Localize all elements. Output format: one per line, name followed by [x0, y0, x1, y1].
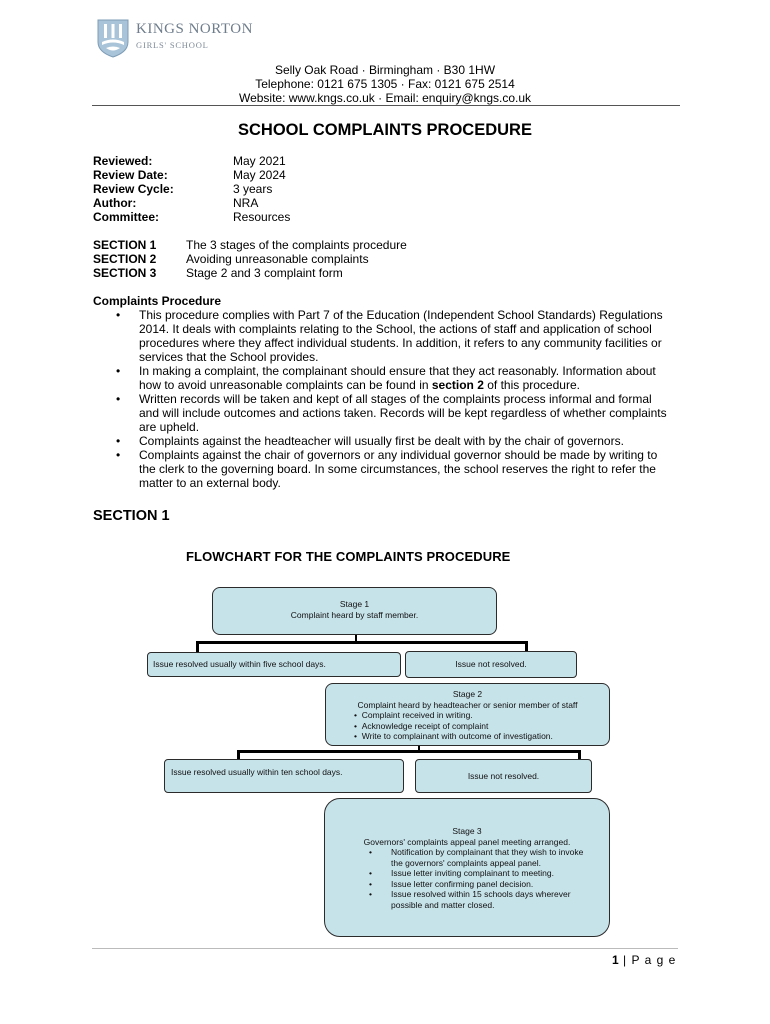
procedure-bullets: [114, 308, 674, 490]
stage-1-text: Complaint heard by staff member.: [290, 609, 419, 620]
section-row: [93, 252, 407, 266]
meta-key: Author:: [93, 196, 137, 210]
list-item: • Issue letter inviting complainant to meeting.: [369, 868, 555, 878]
stage-2-item: Write to complainant with outcome of investigation.: [361, 731, 553, 741]
bullet-text: In making a complaint, the complainant should ensure that they act reasonably. Information about how to avoid unreasonable complaints can be found in: [139, 364, 656, 392]
bullet-bold-ref: section 2: [431, 378, 484, 392]
meta-key: Review Date:: [93, 168, 168, 182]
section-key: SECTION 2: [93, 252, 157, 266]
meta-row: [93, 182, 290, 196]
stage-3-text: Governors' complaints appeal panel meeting arranged.: [363, 836, 571, 847]
section-row: [93, 266, 407, 280]
sections-list: [93, 238, 407, 280]
resolved-1-text: Issue resolved usually within five school days.: [153, 659, 326, 669]
resolved-2-box: [164, 759, 404, 793]
document-title: SCHOOL COMPLAINTS PROCEDURE: [238, 121, 532, 139]
resolved-2-text: Issue resolved usually within ten school days.: [171, 767, 343, 777]
stage-1-box: [212, 587, 497, 635]
page-number: 1: [612, 953, 619, 967]
list-item: • Notification by complainant that they wish to invoke the governors' complaints appeal panel.: [369, 847, 584, 868]
stage-1-title: Stage 1: [339, 599, 370, 609]
stage-3-item: Issue letter confirming panel decision.: [391, 878, 534, 889]
section-key: SECTION 3: [93, 266, 157, 280]
not-resolved-2-text: Issue not resolved.: [467, 771, 540, 781]
section-key: SECTION 1: [93, 238, 157, 252]
bullet-tail: of this procedure.: [483, 378, 580, 392]
procedure-heading: Complaints Procedure: [93, 294, 222, 308]
section-row: [93, 238, 407, 252]
meta-row: [93, 210, 290, 224]
meta-key: Review Cycle:: [93, 182, 174, 196]
list-item: • Complaint received in writing.: [354, 710, 473, 720]
header-divider: [92, 105, 680, 106]
connector-line: [196, 641, 527, 644]
stage-2-item: Acknowledge receipt of complaint: [361, 720, 489, 731]
not-resolved-1-text: Issue not resolved.: [455, 659, 527, 669]
list-item: • This procedure complies with Part 7 of the Education (Independent School Standards) Regulations 2014. It deals with complaints relating to the School, the actions of staff and application of school procedures where they affect individual students. In addition, it refers to any community facilities or services that the School provides.: [114, 308, 674, 364]
meta-key: Reviewed:: [93, 154, 153, 168]
connector-line: [196, 641, 199, 652]
meta-row: [93, 196, 290, 210]
not-resolved-1-box: [405, 651, 577, 678]
page-label: | P a g e: [623, 953, 677, 967]
resolved-1-box: [147, 652, 401, 677]
document-meta: [93, 154, 290, 224]
section-desc: The 3 stages of the complaints procedure: [186, 238, 407, 252]
list-item: • Issue letter confirming panel decision.: [369, 878, 534, 889]
stage-2-item: Complaint received in writing.: [361, 710, 473, 720]
meta-value: NRA: [233, 196, 259, 210]
phone-fax-line: Telephone: 0121 675 1305 · Fax: 0121 675 2514: [255, 77, 515, 91]
footer-divider: [92, 948, 678, 949]
list-item: • Complaints against the chair of governors or any individual governor should be made by writing to the clerk to the governing board. In some circumstances, the school reserves the right to refer the matter to an external body.: [114, 448, 674, 490]
stage-3-box: [324, 798, 610, 937]
stage-2-text: Complaint heard by headteacher or senior member of staff: [357, 699, 578, 710]
stage-2-list: [326, 710, 609, 742]
list-item: • Issue resolved within 15 schools days wherever possible and matter closed.: [369, 889, 571, 910]
logo-school-subtitle: GIRLS' SCHOOL: [136, 40, 209, 50]
school-crest-icon: [96, 18, 130, 58]
stage-3-title: Stage 3: [452, 826, 482, 836]
meta-value: Resources: [233, 210, 291, 224]
not-resolved-2-box: [415, 759, 592, 793]
list-item: [114, 364, 674, 392]
meta-value: 3 years: [233, 182, 273, 196]
section-desc: Stage 2 and 3 complaint form: [186, 266, 343, 280]
section-1-heading: SECTION 1: [93, 508, 170, 524]
school-logo: [96, 16, 256, 62]
flowchart-title: FLOWCHART FOR THE COMPLAINTS PROCEDURE: [186, 549, 511, 564]
list-item: • Written records will be taken and kept of all stages of the complaints process informal and formal and will include outcomes and actions taken. Records will be kept regardless of whether complaints are upheld.: [114, 392, 674, 434]
stage-2-box: [325, 683, 610, 746]
web-email-line: Website: www.kngs.co.uk · Email: enquiry@kngs.co.uk: [238, 91, 532, 105]
logo-school-name: KINGS NORTON: [136, 21, 253, 37]
section-desc: Avoiding unreasonable complaints: [186, 252, 369, 266]
meta-value: May 2021: [233, 154, 286, 168]
meta-value: May 2024: [233, 168, 286, 182]
meta-row: [93, 168, 290, 182]
meta-row: [93, 154, 290, 168]
stage-2-title: Stage 2: [452, 689, 483, 699]
stage-3-list: [325, 847, 609, 910]
address-line: Selly Oak Road · Birmingham · B30 1HW: [274, 63, 496, 77]
page-footer: [612, 953, 676, 967]
stage-3-item: Issue resolved within 15 schools days wherever possible and matter closed.: [391, 889, 571, 910]
list-item: • Complaints against the headteacher will usually first be dealt with by the chair of governors.: [114, 434, 674, 448]
stage-3-item: Notification by complainant that they wish to invoke the governors' complaints appeal panel.: [391, 847, 584, 868]
list-item: • Acknowledge receipt of complaint: [354, 720, 489, 731]
meta-key: Committee:: [93, 210, 160, 224]
stage-3-item: Issue letter inviting complainant to meeting.: [391, 868, 555, 878]
list-item: • Write to complainant with outcome of investigation.: [354, 731, 553, 741]
connector-line: [237, 750, 580, 753]
